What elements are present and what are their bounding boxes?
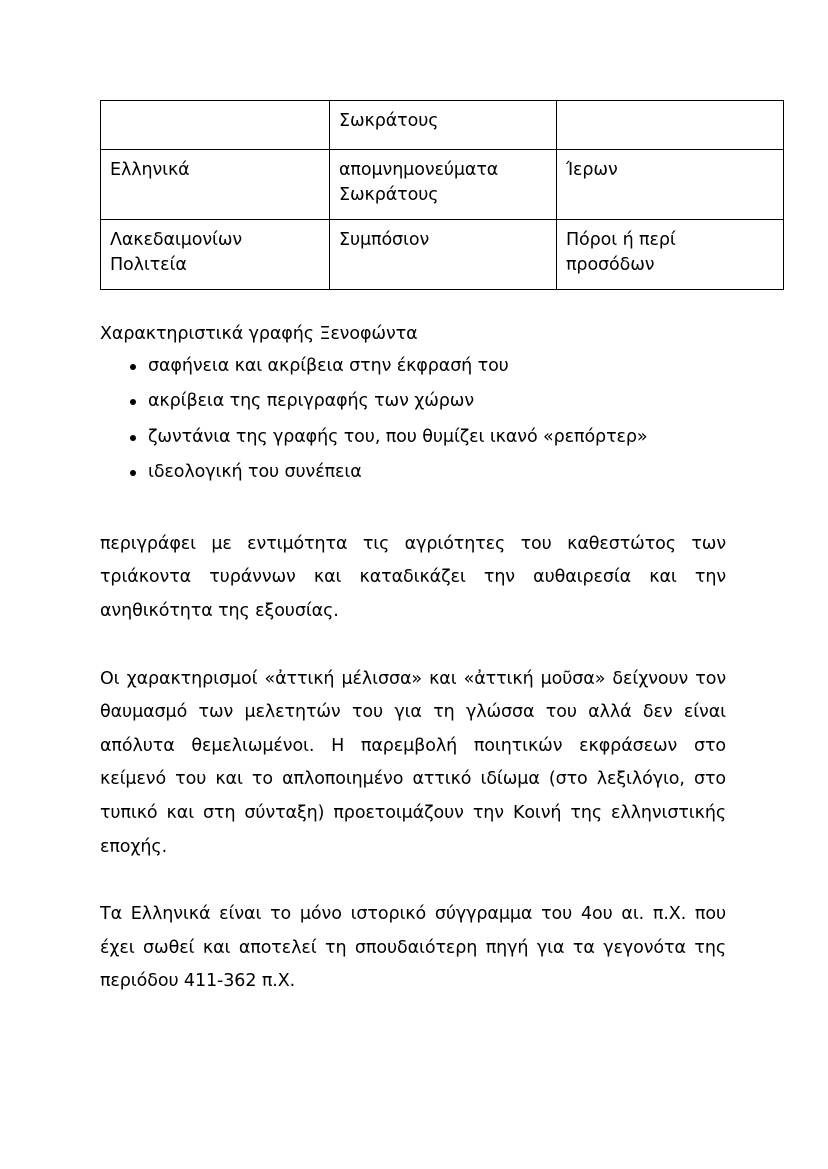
document-content <box>100 100 726 999</box>
bullet-icon <box>130 399 136 405</box>
table-cell <box>101 150 330 220</box>
table-cell <box>557 150 784 220</box>
table-row <box>101 101 784 150</box>
table-row <box>101 220 784 290</box>
bullet-icon <box>130 470 136 476</box>
writing-features-list <box>100 353 726 486</box>
cell-line: απομνημονεύματα <box>339 160 499 180</box>
cell-line: προσόδων <box>566 255 655 276</box>
list-item-label: ζωντάνια της γραφής του, που θυμίζει ικανό «ρεπόρτερ» <box>148 426 648 447</box>
list-item <box>100 388 726 415</box>
bullet-icon <box>130 364 136 370</box>
table-cell <box>330 101 557 150</box>
works-of-xenophon-table <box>100 100 784 290</box>
cell-line: Πόροι ή περί <box>566 230 676 250</box>
section-heading: Χαρακτηριστικά γραφής Ξενοφώντα <box>100 324 418 344</box>
table-cell <box>101 101 330 150</box>
cell-line: Ελληνικά <box>110 160 190 180</box>
paragraph-regime: περιγράφει με εντιμότητα τις αγριότητες του καθεστώτος των τριάκοντα τυράννων και καταδικάζει την αυθαιρεσία και την ανηθικότητα της εξουσίας. <box>100 533 726 621</box>
table-row <box>101 150 784 220</box>
table-cell <box>101 220 330 290</box>
cell-line: Πολιτεία <box>110 255 187 276</box>
list-item <box>100 353 726 380</box>
cell-line: Σωκράτους <box>339 111 439 131</box>
table-cell <box>557 101 784 150</box>
list-item <box>100 459 726 486</box>
bullet-icon <box>130 435 136 441</box>
table-cell <box>330 150 557 220</box>
list-item-label: ακρίβεια της περιγραφής των χώρων <box>148 391 475 412</box>
paragraph-hellenika: Τα Ελληνικά είναι το μόνο ιστορικό σύγγραμμα του 4ου αι. π.Χ. που έχει σωθεί και αποτελεί τη σπουδαιότερη πηγή για τα γεγονότα της περιόδου 411-362 π.Χ. <box>100 904 726 992</box>
cell-line: Σωκράτους <box>339 185 439 206</box>
cell-line: Συμπόσιον <box>339 230 430 250</box>
list-item-label: ιδεολογική του συνέπεια <box>148 461 362 482</box>
cell-line: Ίερων <box>566 160 618 180</box>
table-cell <box>557 220 784 290</box>
list-item <box>100 424 726 451</box>
table-cell <box>330 220 557 290</box>
paragraph-attic-bee: Οι χαρακτηρισμοί «ἀττική μέλισσα» και «ἀττική μοῦσα» δείχνουν τον θαυμασμό των μελετητών του για τη γλώσσα του αλλά δεν είναι απόλυτα θεμελιωμένοι. Η παρεμβολή ποιητικών εκφράσεων στο κείμενό του και το απλοποιημένο αττικό ιδίωμα (στο λεξιλόγιο, στο τυπικό και στη σύνταξη) προετοιμάζουν την Κοινή της ελληνιστικής εποχής. <box>100 668 726 857</box>
cell-line: Λακεδαιμονίων <box>110 230 243 250</box>
list-item-label: σαφήνεια και ακρίβεια στην έκφρασή του <box>148 356 509 377</box>
